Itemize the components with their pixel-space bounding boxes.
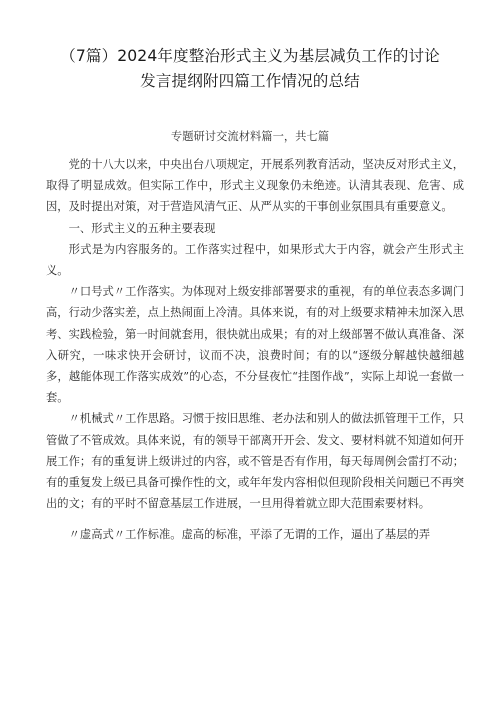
paragraph: 〃口号式〃工作落实。为体现对上级安排部署要求的重视，有的单位表态多调门高，行动少落实差，点上热闹面上冷清。具体来说，有的对上级要求精神未加深入思考、实践检验，第一时间就套用，很快就出成果；有的对上级部署不做认真准备、深入研究，一味求快开会研讨，议而不决，浪费时间；有的以“逐级分解越快越细越多，越能体现工作落实成效”的心态，不分昼夜忙“挂图作战”，实际上却说一套做一套。 bbox=[46, 285, 464, 405]
document-body bbox=[46, 154, 464, 546]
paragraph-intro: 党的十八大以来，中央出台八项规定，开展系列教育活动，坚决反对形式主义，取得了明显成效。但实际工作中，形式主义现象仍未绝迹。认清其表现、危害、成因，及时提出对策，对于营造风清气正、从严从实的干事创业氛围具有重要意义。 bbox=[46, 158, 464, 214]
document-title bbox=[30, 44, 470, 94]
section-heading: 一、形式主义的五种主要表现 bbox=[68, 221, 216, 235]
paragraph: 〃虚高式〃工作标准。虚高的标准，平添了无谓的工作，逼出了基层的弄 bbox=[68, 528, 431, 542]
title-line-1: （7篇）2024年度整治形式主义为基层减负工作的讨论 bbox=[60, 47, 440, 65]
paragraph: 〃机械式〃工作思路。习惯于按旧思维、老办法和别人的做法抓管理干工作，只管做了不管成效。具体来说，有的领导干部离开开会、发文、要材料就不知道如何开展工作；有的重复讲上级讲过的内容，或不管是否有作用，每天每周例会雷打不动；有的重复发上级已具备可操作性的文，或年年发内容相似但现阶段相关问题已不再突出的文；有的平时不留意基层工作进展，一旦用得着就立即大范围索要材料。 bbox=[46, 412, 464, 511]
paragraph: 形式是为内容服务的。工作落实过程中，如果形式大于内容，就会产生形式主义。 bbox=[46, 242, 464, 278]
title-line-2: 发言提纲附四篇工作情况的总结 bbox=[140, 72, 360, 90]
document-subtitle: 专题研讨交流材料篇一，共七篇 bbox=[170, 130, 330, 143]
